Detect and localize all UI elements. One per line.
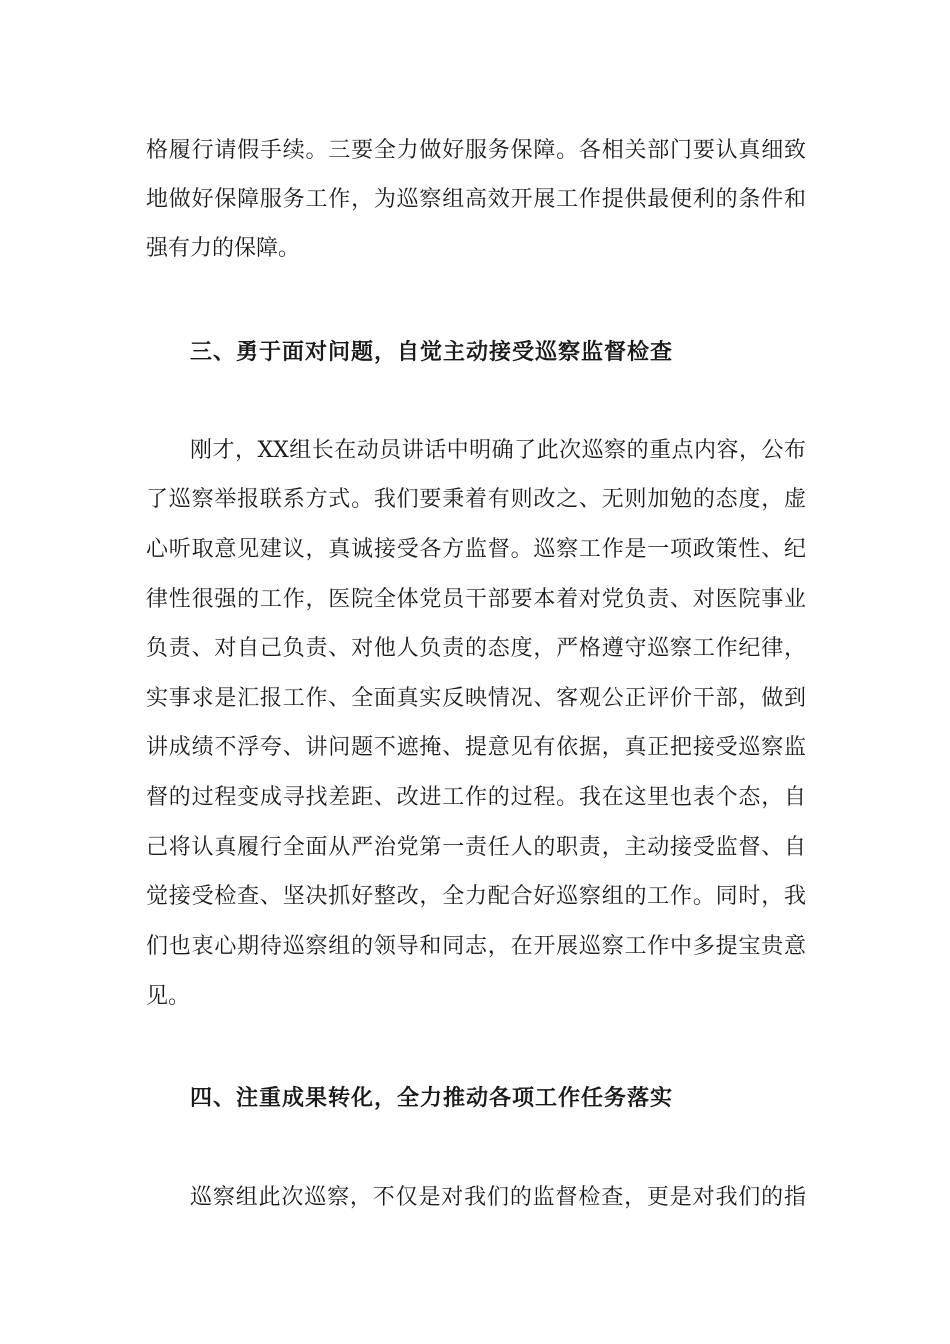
paragraph-line: 督的过程变成寻找差距、改进工作的过程。我在这里也表个态，自 — [146, 785, 806, 810]
paragraph-line: 巡察组此次巡察，不仅是对我们的监督检查，更是对我们的指 — [190, 1185, 806, 1210]
paragraph-line: 格履行请假手续。三要全力做好服务保障。各相关部门要认真细致 — [146, 138, 806, 163]
section-heading-3: 三、勇于面对问题，自觉主动接受巡察监督检查 — [190, 339, 674, 365]
paragraph-line: 律性很强的工作，医院全体党员干部要本着对党负责、对医院事业 — [146, 587, 806, 612]
paragraph-line: 强有力的保障。 — [146, 236, 301, 261]
paragraph-line: 们也衷心期待巡察组的领导和同志，在开展巡察工作中多提宝贵意 — [146, 934, 806, 959]
paragraph-line: 己将认真履行全面从严治党第一责任人的职责，主动接受监督、自 — [146, 835, 806, 860]
paragraph-line: 实事求是汇报工作、全面真实反映情况、客观公正评价干部，做到 — [146, 686, 806, 711]
paragraph-line: 讲成绩不浮夸、讲问题不遮掩、提意见有依据，真正把接受巡察监 — [146, 735, 806, 760]
paragraph-line: 了巡察举报联系方式。我们要秉着有则改之、无则加勉的态度，虚 — [146, 487, 806, 512]
paragraph-line: 刚才，XX组长在动员讲话中明确了此次巡察的重点内容，公布 — [190, 438, 806, 463]
paragraph-line: 觉接受检查、坚决抓好整改，全力配合好巡察组的工作。同时，我 — [146, 884, 806, 909]
paragraph-line: 心听取意见建议，真诚接受各方监督。巡察工作是一项政策性、纪 — [146, 537, 806, 562]
paragraph-line: 见。 — [146, 984, 191, 1009]
paragraph-line: 负责、对自己负责、对他人负责的态度，严格遵守巡察工作纪律， — [146, 636, 806, 661]
paragraph-line: 地做好保障服务工作，为巡察组高效开展工作提供最便利的条件和 — [146, 187, 806, 212]
section-heading-4: 四、注重成果转化，全力推动各项工作任务落实 — [190, 1085, 674, 1111]
